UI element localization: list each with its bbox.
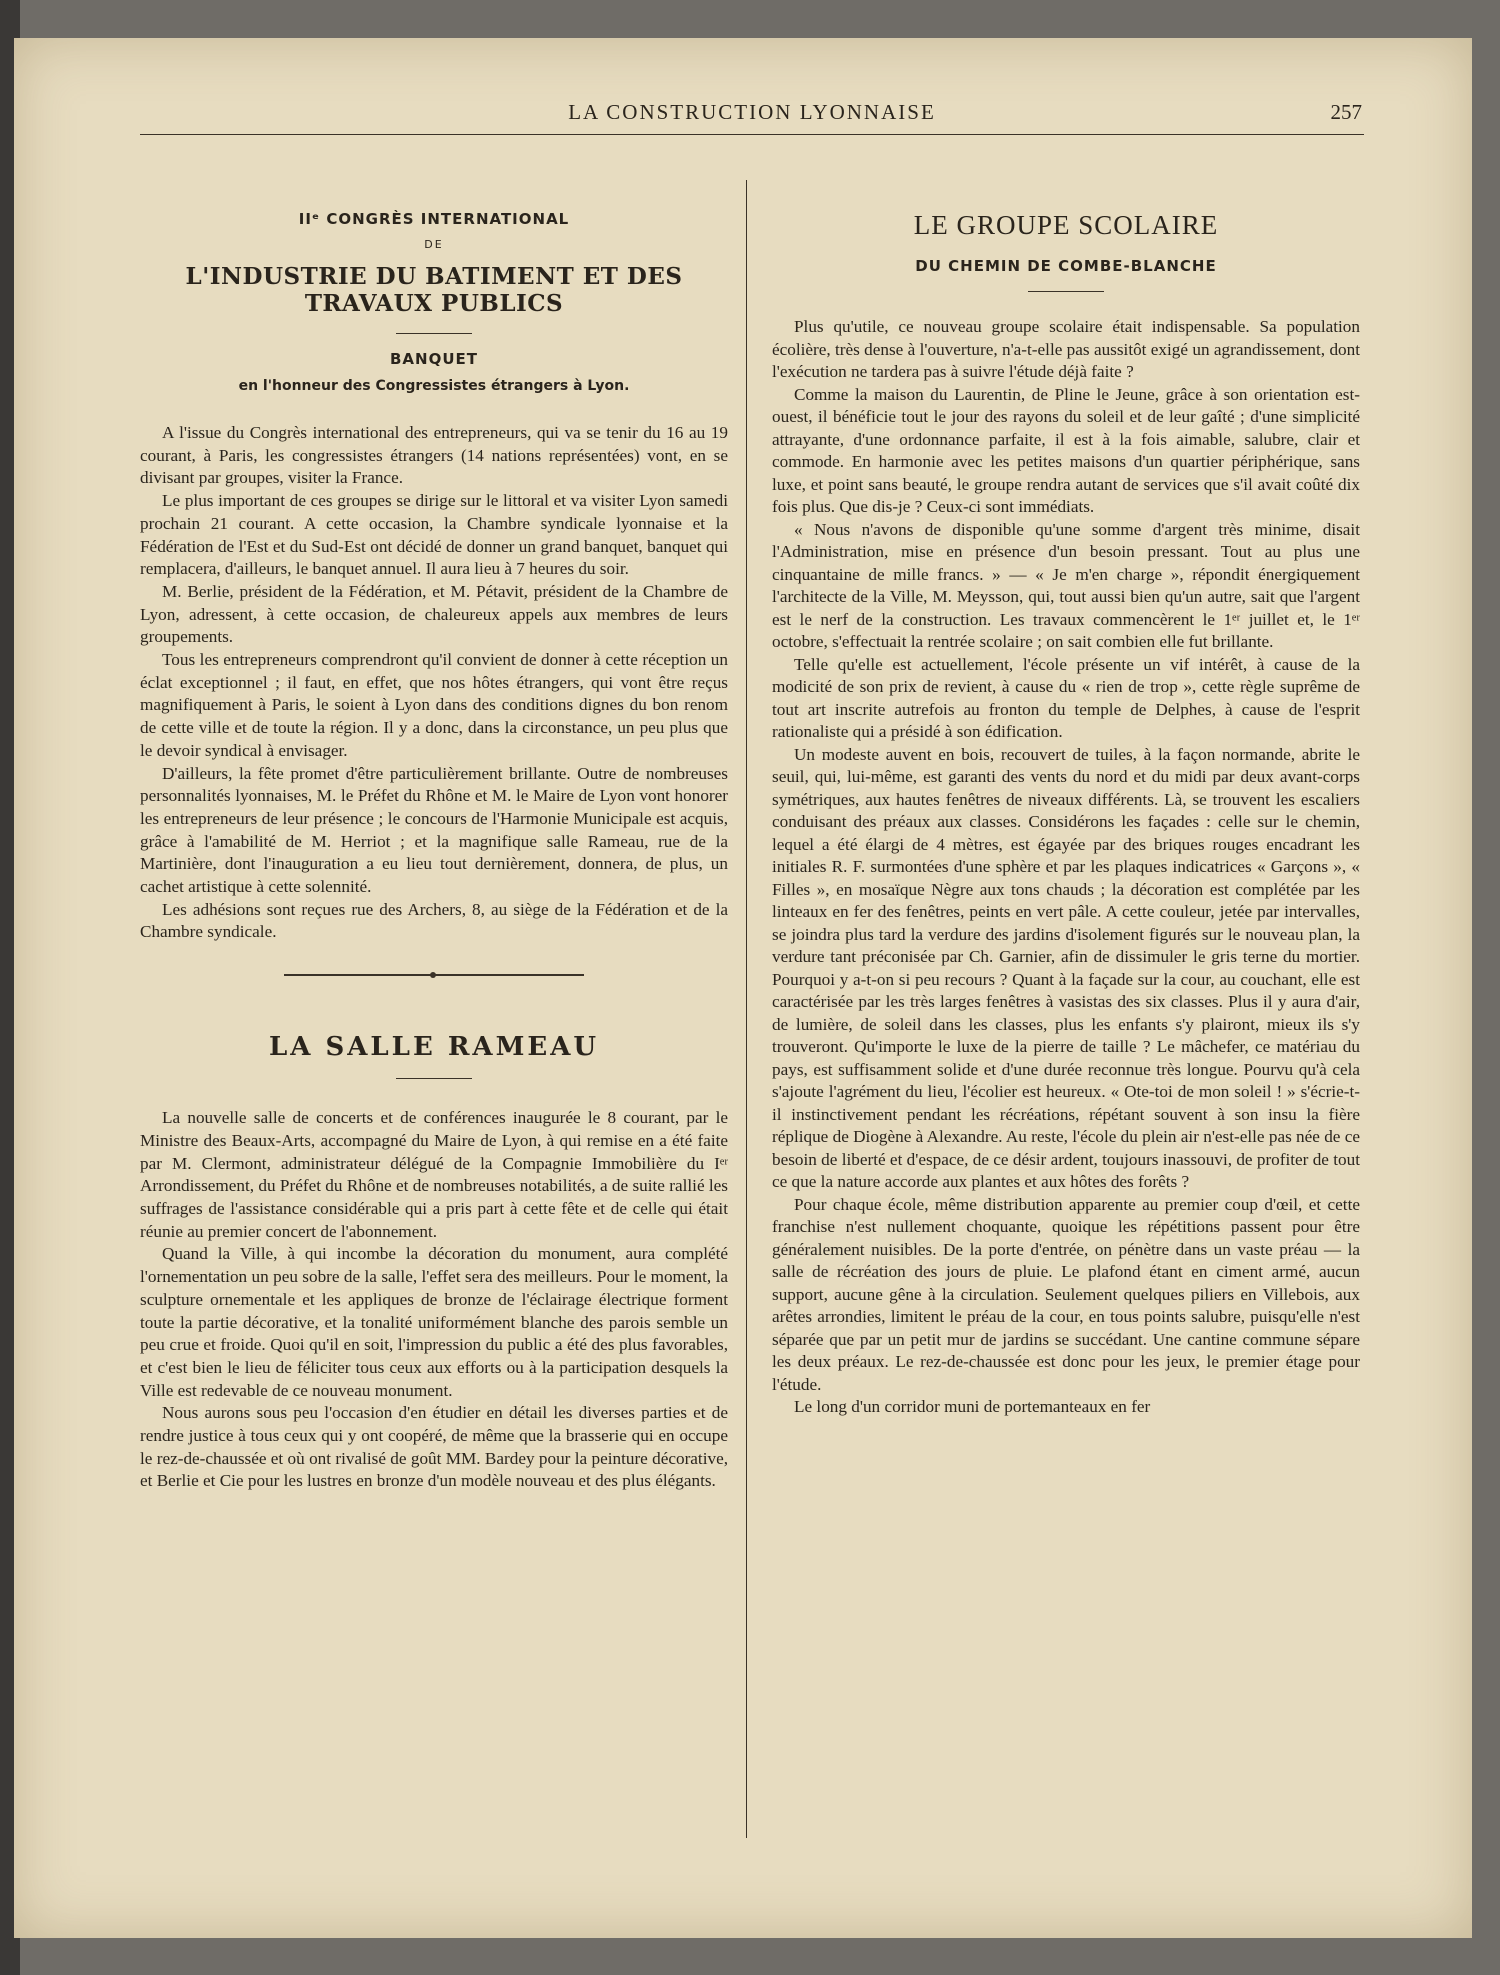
paragraph: Le plus important de ces groupes se dirige sur le littoral et va visiter Lyon samedi prochain 21 courant. A cette occasion, la Chambre syndicale lyonnaise et la Fédération de l'Est et du Sud-Est ont décidé de donner un grand banquet, banquet qui remplacera, d'ailleurs, le banquet annuel. Il aura lieu à 7 heures du soir. <box>140 491 728 579</box>
page <box>14 38 1472 1938</box>
congress-title: L'INDUSTRIE DU BATIMENT ET DES TRAVAUX PUBLICS <box>185 263 683 317</box>
congress-kicker: IIᵉ CONGRÈS INTERNATIONAL <box>298 210 570 228</box>
separator-ornament <box>430 972 436 978</box>
title-rule <box>396 1078 472 1079</box>
paragraph: M. Berlie, président de la Fédération, et M. Pétavit, président de la Chambre de Lyon, adressent, à cette occasion, de chaleureux appels aux membres de leurs groupements. <box>140 581 728 647</box>
paragraph: Quand la Ville, à qui incombe la décoration du monument, aura complété l'ornementation un peu sobre de la salle, l'effet sera des meilleurs. Pour le moment, la sculpture ornementale et les appliques de bronze de l'éclairage électrique forment toute la partie décorative, et la tonalité uniformément blanche des parois semble un peu crue et froide. Quoi qu'il en soit, l'impression du public a été des plus favorables, et c'est bien le lieu de féliciter tous ceux aux efforts ou à la participation desquels la Ville est redevable de ce nouveau monument. <box>140 1244 728 1400</box>
title-rule <box>1028 291 1104 292</box>
paragraph: Nous aurons sous peu l'occasion d'en étudier en détail les diverses parties et de rendre justice à tous ceux qui y ont coopéré, de même que la brasserie qui en occupe le rez-de-chaussée et où ont rivalisé de goût MM. Bardey pour la peinture décorative, et Berlie et Cie pour les lustres en bronze d'un modèle nouveau et des plus élégants. <box>140 1403 728 1491</box>
paragraph: Le long d'un corridor muni de portemanteaux en fer <box>794 1397 1151 1416</box>
paragraph: « Nous n'avons de disponible qu'une somme d'argent très minime, disait l'Administration, mise en présence d'un besoin pressant. Tout au plus une cinquantaine de mille francs. » — « Je m'en charge », répondit énergiquement l'architecte de la Ville, M. Meysson, qui, tout aussi bien qu'un autre, sait que l'argent est le nerf de la construction. Les travaux commencèrent le 1ᵉʳ juillet et, le 1ᵉʳ octobre, s'effectuait la rentrée scolaire ; on sait combien elle fut brillante. <box>772 519 1360 651</box>
rameau-article <box>140 1107 728 1493</box>
rameau-title: LA SALLE RAMEAU <box>268 1032 600 1063</box>
page-number: 257 <box>1330 100 1362 124</box>
paragraph: Plus qu'utile, ce nouveau groupe scolaire était indispensable. Sa population écolière, très dense à l'ouverture, n'a-t-elle pas aussitôt exigé un agrandissement, dont l'exécution ne tardera pas à suivre l'étude déjà faite ? <box>772 317 1360 381</box>
paragraph: Pour chaque école, même distribution apparente au premier coup d'œil, et cette franchise n'est nullement choquante, quoique les répétitions passent pour être généralement nuisibles. De la porte d'entrée, on pénètre dans un vaste préau — la salle de récréation des jours de pluie. Le plafond étant en ciment armé, aucun support, aucune gêne à la circulation. Seulement quelques piliers en Villebois, aux arêtes arrondies, limitent le préau de la cour, en tous points salubre, puisqu'elle n'est séparée que par un petit mur de jardins se succédant. Une cantine commune sépare les deux préaux. Le rez-de-chaussée est donc pour les jeux, le premier étage pour l'étude. <box>772 1194 1360 1394</box>
section-separator <box>284 974 584 976</box>
paragraph: Les adhésions sont reçues rue des Archers, 8, au siège de la Fédération et de la Chambre syndicale. <box>140 899 728 942</box>
congress-article <box>140 422 728 944</box>
banquet-subheading: en l'honneur des Congressistes étrangers à Lyon. <box>238 378 630 394</box>
paragraph: Comme la maison du Laurentin, de Pline le Jeune, grâce à son orientation est-ouest, il bénéficie tout le jour des rayons du soleil et de leur gaîté ; d'une simplicité attrayante, d'une ordonnance parfaite, il est à la fois aimable, salubre, clair et commode. En harmonie avec les petites maisons d'un quartier périphérique, sans luxe, et point sans beauté, le groupe rendra autant de services que s'il avait coûté dix fois plus. Que dis-je ? Ceux-ci sont immédiats. <box>772 384 1360 516</box>
right-column <box>772 156 1360 1419</box>
journal-title: LA CONSTRUCTION LYONNAISE <box>568 100 936 124</box>
school-article <box>772 316 1360 1419</box>
banquet-heading: BANQUET <box>389 350 478 368</box>
column-rule <box>746 180 747 1838</box>
title-rule <box>396 333 472 334</box>
running-header <box>140 98 1364 135</box>
paragraph: Tous les entrepreneurs comprendront qu'il convient de donner à cette réception un éclat exceptionnel ; il faut, en effet, que nos hôtes étrangers, qui vont être reçus magnifiquement à Paris, le soient à Lyon dans des conditions dignes du bon renom de cette ville et de toute la région. Il y a donc, dans la circonstance, un peu plus que le devoir syndical à envisager. <box>140 650 728 760</box>
school-subtitle: DU CHEMIN DE COMBE-BLANCHE <box>915 257 1217 275</box>
paragraph: Telle qu'elle est actuellement, l'école présente un vif intérêt, à cause de la modicité de son prix de revient, à cause du « rien de trop », cette règle suprême de tout art inscrite autrefois au fronton du temple de Delphes, à cause de l'esprit rationaliste qui a présidé à son édification. <box>772 654 1360 741</box>
paragraph: D'ailleurs, la fête promet d'être particulièrement brillante. Outre de nombreuses personnalités lyonnaises, M. le Préfet du Rhône et M. le Maire de Lyon vont honorer les entrepreneurs de leur présence ; le concours de l'Harmonie Municipale est acquis, grâce à l'amabilité de M. Herriot ; et la magnifique salle Rameau, rue de la Martinière, dont l'inauguration a eu lieu tout dernièrement, donnera, de plus, un cachet artistique à cette solennité. <box>140 763 728 897</box>
school-title: LE GROUPE SCOLAIRE <box>913 210 1219 240</box>
paragraph: Un modeste auvent en bois, recouvert de tuiles, à la façon normande, abrite le seuil, qui, lui-même, est garanti des vents du nord et du midi par deux avant-corps symétriques, aux hautes fenêtres de niveaux différents. Là, se trouvent les escaliers conduisant des préaux aux classes. Considérons les façades : celle sur le chemin, lequel a été élargi de 4 mètres, est égayée par des briques rouges encadrant les initiales R. F. surmontées d'une sphère et par les plaques indicatrices « Garçons », « Filles », en mosaïque Nègre aux tons chauds ; la décoration est complétée par les linteaux en fer des fenêtres, peints en vert pâle. A cette couleur, jetée par intervalles, se joindra plus tard la verdure des jardins d'isolement figurés sur le nouveau plan, la verdure tant préconisée par Ch. Garnier, afin de dissimuler le gris terne du mortier. Pourquoi y a-t-on si peu recours ? Quant à la façade sur la cour, au couchant, elle est caractérisée par les très larges fenêtres à vasistas des six classes. Plus il y aura d'air, de lumière, de soleil dans les classes, plus les enfants s'y plairont, mieux ils s'y trouveront. Qu'importe le luxe de la pierre de taille ? Le mâchefer, ce matériau du pays, est suffisamment solide et d'une durée reconnue très longue. Pourvu qu'à cela s'ajoute l'agrément du lieu, l'écolier est heureux. « Ote-toi de mon soleil ! » s'écrie-t-il instinctivement pendant les récréations, répétant souvent à son insu la fière réplique de Diogène à Alexandre. Au reste, l'école du plein air n'est-elle pas née de ce besoin de liberté et d'espace, de ce désir ardent, toujours inassouvi, de profiter de tout ce que la nature accorde aux plantes et aux hôtes des forêts ? <box>772 744 1360 1191</box>
left-column <box>140 156 728 1493</box>
paragraph: La nouvelle salle de concerts et de conférences inaugurée le 8 courant, par le Ministre des Beaux-Arts, accompagné du Maire de Lyon, à qui remise en a été faite par M. Clermont, administrateur délégué de la Compagnie Immobilière du Iᵉʳ Arrondissement, du Préfet du Rhône et de nombreuses notabilités, a de suite rallié les suffrages de l'assistance considérable qui a pris part à cette fête et de celle qui était réunie au premier concert de l'abonnement. <box>140 1108 728 1241</box>
congress-de: DE <box>424 238 444 251</box>
paragraph: A l'issue du Congrès international des entrepreneurs, qui va se tenir du 16 au 19 courant, à Paris, les congressistes étrangers (14 nations représentées) vont, en se divisant par groupes, visiter la France. <box>140 423 728 488</box>
